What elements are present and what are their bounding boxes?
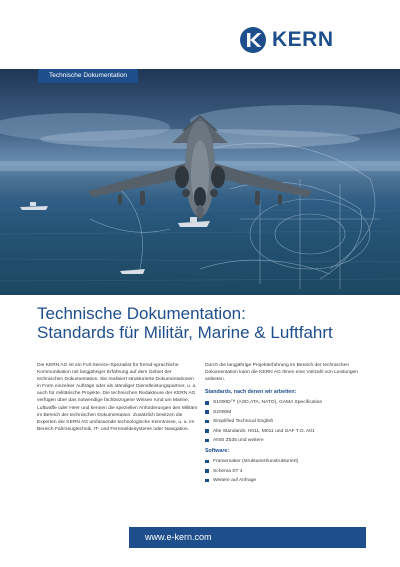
hero-image	[0, 69, 400, 295]
left-column	[37, 362, 199, 439]
intro-paragraph: Die KERN AG ist ein Full-Service-Spezialist für fremd-sprachliche Kommunikation mit langjähriger Erfahrung auf dem Gebiet der technischen Dokumentation. Sie realisiert strukturierte Dokumentationen in Form einzelner Aufträge oder als ständiger Dienstleistungspartner, u. a. auch für militärische Projekte. Die technischen Redakteure der KERN AG verfügen über das notwendige fachbezogene Wissen rund um Marine, Luftwaffe oder Heer und kennen die speziellen Anforderungen des Militärs im Bereich der technischen Dokumentation. Zusätzlich besitzen die Experten der KERN AG umfassende technologische Kenntnisse, u. a. im Bereich Fahrzeugtechnik, IT- und Fernmeldesysteme oder Navigation.	[37, 363, 198, 432]
website-link[interactable]: www.e-kern.com	[145, 532, 212, 542]
list-item: Alte Standards: H011, M011 und GAF T.O. A01	[205, 428, 367, 435]
standards-heading: Standards, nach denen wir arbeiten:	[205, 389, 297, 396]
software-list	[205, 458, 367, 484]
title-line-1: Technische Dokumentation:	[37, 304, 246, 323]
logo-wordmark: KERN	[272, 28, 334, 51]
kern-logo[interactable]	[240, 27, 334, 53]
list-item: Weitere auf Anfrage	[205, 477, 367, 484]
fighter-jet-over-sea-icon	[0, 69, 400, 295]
kern-logo-mark-icon	[240, 27, 266, 53]
right-column	[205, 362, 367, 486]
standards-list	[205, 399, 367, 444]
header	[0, 0, 400, 70]
list-item: Framemaker (strukturiert/unstrukturiert)	[205, 458, 367, 465]
list-item: S1000D™ (ASD,ATA, NATO), GAMA Specification	[205, 399, 367, 406]
page-title	[37, 304, 377, 342]
list-item: ANSI Z535 und weitere	[205, 437, 367, 444]
software-heading: Software:	[205, 448, 230, 455]
title-line-2: Standards für Militär, Marine & Luftfahrt	[37, 323, 333, 342]
services-paragraph: Durch die langjährige Projekterfahrung im Bereich der technischen Dokumentation kann die KERN AG Ihnen eine Vielzahl von Leistungen anbieten.	[205, 363, 358, 383]
list-item: Schema ST 4	[205, 468, 367, 475]
footer-url-bar[interactable]	[129, 527, 366, 548]
category-tag: Technische Dokumentation	[38, 69, 138, 83]
list-item: S2000M	[205, 409, 367, 416]
list-item: Simplified Technical English	[205, 418, 367, 425]
